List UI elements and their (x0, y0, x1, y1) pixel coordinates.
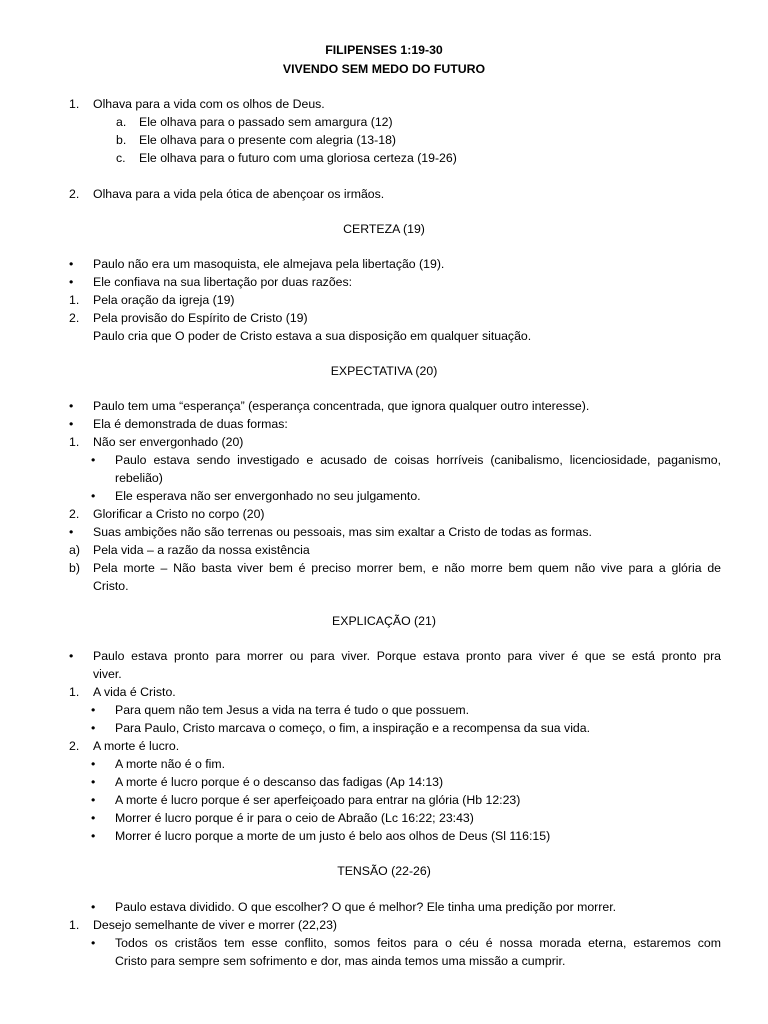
list-marker: 1. (69, 685, 80, 699)
list-item-continued: viver. (93, 667, 122, 681)
list-item: A morte é lucro porque é ser aperfeiçoado para entrar na glória (Hb 12:23) (115, 793, 521, 807)
list-item-continued: rebelião) (115, 471, 163, 485)
list-marker: b. (116, 133, 127, 147)
list-item: Para quem não tem Jesus a vida na terra é tudo o que possuem. (115, 703, 470, 717)
list-item: Paulo estava sendo investigado e acusado de coisas horríveis (canibalismo, licenciosidade, paganismo, (115, 453, 721, 467)
list-item: A morte é lucro porque é o descanso das fadigas (Ap 14:13) (115, 775, 444, 789)
bullet-icon: • (91, 793, 96, 807)
list-marker: 2. (69, 507, 80, 521)
list-marker: 1. (69, 97, 80, 111)
list-marker: a. (116, 115, 127, 129)
list-marker: 1. (69, 435, 80, 449)
list-marker: 2. (69, 739, 80, 753)
paragraph: Paulo cria que O poder de Cristo estava a sua disposição em qualquer situação. (93, 329, 532, 343)
bullet-icon: • (91, 489, 96, 503)
list-item: A morte é lucro. (93, 739, 180, 753)
bullet-icon: • (91, 757, 96, 771)
list-marker: b) (69, 561, 80, 575)
bullet-icon: • (91, 811, 96, 825)
list-item: Desejo semelhante de viver e morrer (22,23) (93, 918, 337, 932)
list-item-continued: Cristo. (93, 579, 129, 593)
list-marker: 2. (69, 311, 80, 325)
list-item: Ela é demonstrada de duas formas: (93, 417, 288, 431)
bullet-icon: • (69, 275, 74, 289)
section-heading-expectativa: EXPECTATIVA (20) (330, 364, 438, 378)
list-item: A vida é Cristo. (93, 685, 176, 699)
list-item: A morte não é o fim. (115, 757, 226, 771)
list-item: Glorificar a Cristo no corpo (20) (93, 507, 265, 521)
list-item: Paulo estava dividido. O que escolher? O que é melhor? Ele tinha uma predição por morrer. (115, 900, 617, 914)
list-item: Pela provisão do Espírito de Cristo (19) (93, 311, 308, 325)
list-item: Paulo tem uma “esperança” (esperança concentrada, que ignora qualquer outro interesse). (93, 399, 590, 413)
list-marker: 1. (69, 293, 80, 307)
list-item: Paulo não era um masoquista, ele almejava pela libertação (19). (93, 257, 445, 271)
bullet-icon: • (69, 417, 74, 431)
bullet-icon: • (91, 703, 96, 717)
list-marker: a) (69, 543, 80, 557)
list-item: Pela morte – Não basta viver bem é preciso morrer bem, e não morre bem quem não vive para a glória de (93, 561, 721, 575)
section-heading-certeza: CERTEZA (19) (343, 222, 425, 236)
bullet-icon: • (91, 936, 96, 950)
list-item: Ele confiava na sua libertação por duas razões: (93, 275, 353, 289)
bullet-icon: • (69, 525, 74, 539)
bullet-icon: • (91, 721, 96, 735)
bullet-icon: • (69, 399, 74, 413)
bullet-icon: • (91, 775, 96, 789)
section-heading-explicacao: EXPLICAÇÃO (21) (332, 614, 436, 628)
bullet-icon: • (91, 453, 96, 467)
list-item: Olhava para a vida pela ótica de abençoar os irmãos. (93, 187, 385, 201)
section-heading-tensao: TENSÃO (22-26) (337, 864, 431, 878)
list-item-continued: Cristo para sempre sem sofrimento e dor, mas ainda temos uma missão a cumprir. (115, 954, 566, 968)
list-item: Pela vida – a razão da nossa existência (93, 543, 310, 557)
list-marker: c. (116, 151, 126, 165)
list-item: Morrer é lucro porque a morte de um justo é belo aos olhos de Deus (Sl 116:15) (115, 829, 551, 843)
list-item: Ele olhava para o futuro com uma gloriosa certeza (19-26) (139, 151, 457, 165)
list-item: Ele olhava para o passado sem amargura (12) (139, 115, 393, 129)
list-item: Todos os cristãos tem esse conflito, somos feitos para o céu é nossa morada eterna, estaremos com (115, 936, 721, 950)
list-item: Paulo estava pronto para morrer ou para viver. Porque estava pronto para viver é que se está pronto pra (93, 649, 721, 663)
doc-subtitle: VIVENDO SEM MEDO DO FUTURO (282, 62, 486, 76)
list-marker: 2. (69, 187, 80, 201)
list-item: Ele esperava não ser envergonhado no seu julgamento. (115, 489, 421, 503)
list-item: Morrer é lucro porque é ir para o ceio de Abraão (Lc 16:22; 23:43) (115, 811, 474, 825)
bullet-icon: • (69, 257, 74, 271)
doc-title: FILIPENSES 1:19-30 (325, 43, 443, 57)
list-item: Ele olhava para o presente com alegria (13-18) (139, 133, 397, 147)
bullet-icon: • (91, 829, 96, 843)
list-item: Não ser envergonhado (20) (93, 435, 244, 449)
list-marker: 1. (69, 918, 80, 932)
bullet-icon: • (69, 649, 74, 663)
list-item: Suas ambições não são terrenas ou pessoais, mas sim exaltar a Cristo de todas as formas. (93, 525, 592, 539)
list-item: Para Paulo, Cristo marcava o começo, o fim, a inspiração e a recompensa da sua vida. (115, 721, 591, 735)
list-item: Pela oração da igreja (19) (93, 293, 235, 307)
list-item: Olhava para a vida com os olhos de Deus. (93, 97, 325, 111)
bullet-icon: • (91, 900, 96, 914)
